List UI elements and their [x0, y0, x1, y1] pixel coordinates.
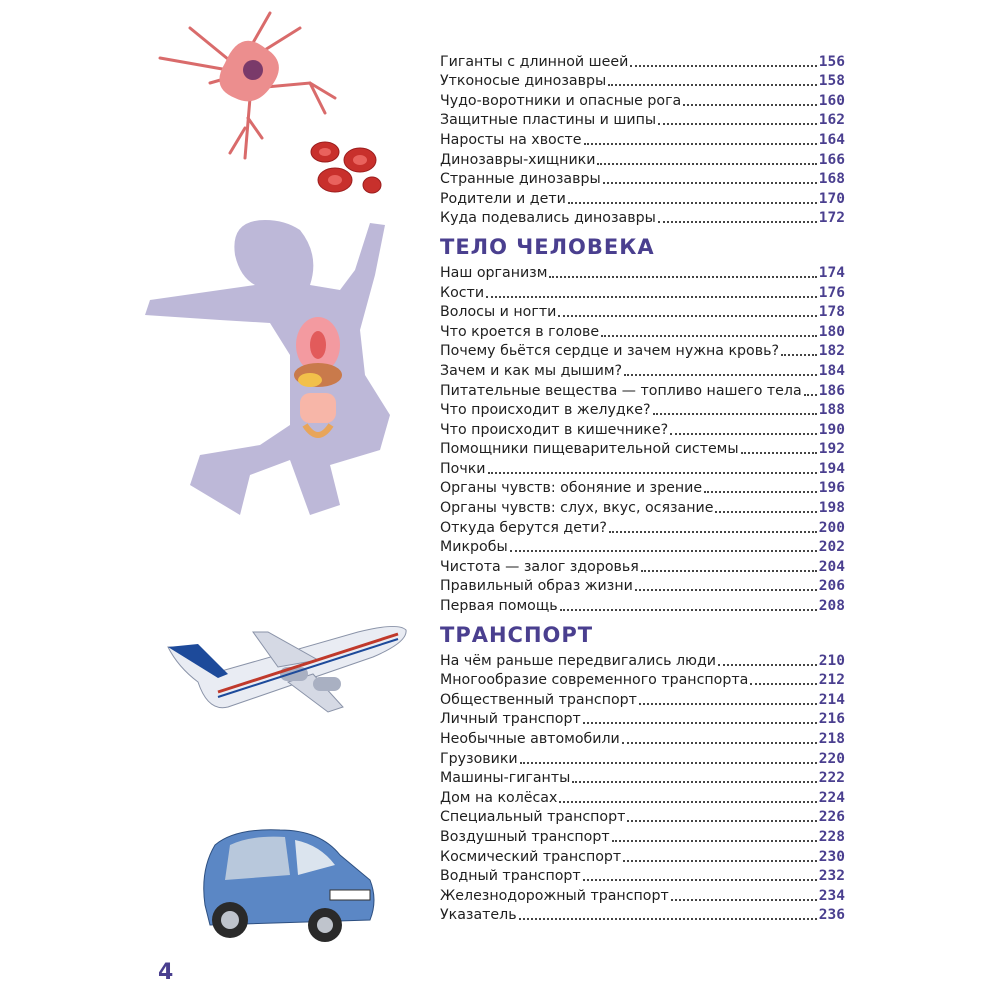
toc-entry[interactable] — [440, 170, 845, 190]
toc-entry[interactable] — [440, 827, 845, 847]
toc-entry[interactable] — [440, 342, 845, 362]
toc-entry-title: Космический транспорт — [440, 848, 622, 865]
toc-entry-page: 182 — [818, 343, 845, 360]
toc-entry[interactable] — [440, 906, 845, 926]
toc-entry[interactable] — [440, 420, 845, 440]
toc-entry-page: 162 — [818, 112, 845, 129]
toc-entry-title: Специальный транспорт — [440, 809, 626, 826]
toc-entry-page: 202 — [818, 539, 845, 556]
toc-entry-page: 200 — [818, 519, 845, 536]
toc-entry[interactable] — [440, 263, 845, 283]
dot-leader — [715, 511, 816, 513]
table-of-contents — [440, 52, 845, 925]
toc-entry[interactable] — [440, 808, 845, 828]
toc-entry-page: 204 — [818, 558, 845, 575]
toc-entry-page: 194 — [818, 460, 845, 477]
toc-entry-page: 184 — [818, 362, 845, 379]
dot-leader — [641, 570, 817, 572]
toc-entry-page: 206 — [818, 578, 845, 595]
toc-entry-page: 176 — [818, 284, 845, 301]
dot-leader — [583, 879, 817, 881]
dot-leader — [486, 296, 817, 298]
toc-section — [440, 52, 845, 228]
toc-entry-page: 190 — [818, 421, 845, 438]
toc-entry-title: Помощники пищеварительной системы — [440, 441, 739, 458]
dot-leader — [601, 335, 817, 337]
dot-leader — [622, 742, 817, 744]
organs-icon — [294, 317, 342, 435]
toc-entry-title: Личный транспорт — [440, 711, 581, 728]
toc-entry-title: Чудо-воротники и опасные рога — [440, 92, 682, 109]
toc-entry[interactable] — [440, 52, 845, 72]
dot-leader — [510, 550, 817, 552]
toc-entry[interactable] — [440, 671, 845, 691]
toc-entry[interactable] — [440, 498, 845, 518]
toc-entry-title: Правильный образ жизни — [440, 578, 633, 595]
airplane-illustration — [158, 612, 410, 722]
toc-entry-title: Грузовики — [440, 750, 518, 767]
dot-leader — [671, 899, 817, 901]
toc-entry[interactable] — [440, 690, 845, 710]
dot-leader — [781, 354, 817, 356]
toc-entry[interactable] — [440, 322, 845, 342]
toc-entry-title: Дом на колёсах — [440, 789, 558, 806]
dot-leader — [623, 860, 817, 862]
toc-entry-title: Наш организм — [440, 264, 548, 281]
toc-entry-page: 212 — [818, 672, 845, 689]
toc-entry-page: 230 — [818, 848, 845, 865]
toc-entry[interactable] — [440, 459, 845, 479]
toc-entry-page: 192 — [818, 441, 845, 458]
toc-entry-title: Необычные автомобили — [440, 731, 620, 747]
toc-entry[interactable] — [440, 596, 845, 616]
toc-entry[interactable] — [440, 749, 845, 769]
dot-leader — [627, 820, 816, 822]
toc-entry-title: Куда подевались динозавры — [440, 210, 656, 227]
dot-leader — [558, 315, 816, 317]
toc-entry-page: 216 — [818, 711, 845, 728]
dot-leader — [560, 609, 817, 611]
toc-entry-title: Органы чувств: обоняние и зрение — [440, 480, 703, 497]
toc-section — [440, 620, 845, 925]
toc-entry-title: На чём раньше передвигались люди — [440, 652, 717, 669]
dot-leader — [704, 491, 817, 493]
dot-leader — [804, 394, 817, 396]
dot-leader — [741, 452, 817, 454]
toc-entry-page: 168 — [818, 171, 845, 188]
toc-entry[interactable] — [440, 401, 845, 421]
section-title: ТРАНСПОРТ — [440, 623, 594, 648]
toc-section — [440, 232, 845, 616]
toc-entry[interactable] — [440, 710, 845, 730]
dot-leader — [584, 143, 817, 145]
toc-entry-page: 156 — [818, 53, 845, 70]
toc-entry-page: 174 — [818, 264, 845, 281]
toc-entry-title: Наросты на хвосте — [440, 131, 582, 148]
toc-entry-title: Что кроется в голове — [440, 323, 600, 340]
toc-entry-title: Железнодорожный транспорт — [440, 887, 669, 904]
toc-entry[interactable] — [440, 729, 845, 749]
toc-entry-title: Микробы — [440, 539, 508, 556]
car-illustration — [190, 820, 380, 950]
toc-entry-title: Общественный транспорт — [440, 691, 637, 708]
dot-leader — [750, 683, 816, 685]
dot-leader — [639, 703, 817, 705]
toc-entry-title: Гиганты с длинной шеей — [440, 53, 629, 70]
toc-entry[interactable] — [440, 91, 845, 111]
toc-entry-page: 222 — [818, 770, 845, 787]
toc-entry-page: 164 — [818, 131, 845, 148]
dot-leader — [630, 65, 816, 67]
toc-entry[interactable] — [440, 111, 845, 131]
toc-entry-title: Указатель — [440, 907, 517, 924]
toc-entry-page: 198 — [818, 500, 845, 517]
toc-entry-title: Утконосые динозавры — [440, 73, 607, 90]
toc-entry-page: 178 — [818, 304, 845, 321]
toc-entry-title: Органы чувств: слух, вкус, осязание — [440, 500, 714, 517]
section-title: ТЕЛО ЧЕЛОВЕКА — [440, 235, 655, 260]
toc-entry-title: Первая помощь — [440, 598, 558, 615]
toc-entry-page: 228 — [818, 828, 845, 845]
toc-entry[interactable] — [440, 769, 845, 789]
toc-entry-page: 214 — [818, 691, 845, 708]
toc-entry-title: Откуда берутся дети? — [440, 519, 607, 536]
dot-leader — [635, 589, 817, 591]
toc-entry-title: Что происходит в кишечнике? — [440, 421, 669, 438]
dot-leader — [658, 221, 817, 223]
toc-entry-page: 232 — [818, 868, 845, 885]
toc-entry[interactable] — [440, 557, 845, 577]
toc-entry[interactable] — [440, 130, 845, 150]
toc-entry-page: 226 — [818, 809, 845, 826]
toc-entry-page: 166 — [818, 151, 845, 168]
dot-leader — [612, 840, 817, 842]
toc-entry[interactable] — [440, 283, 845, 303]
toc-entry-title: Питательные вещества — топливо нашего тела — [440, 382, 802, 399]
dot-leader — [519, 918, 817, 920]
toc-entry[interactable] — [440, 577, 845, 597]
toc-entry-title: Защитные пластины и шипы — [440, 112, 657, 129]
toc-entry[interactable] — [440, 886, 845, 906]
dot-leader — [670, 433, 817, 435]
toc-entry-page: 210 — [818, 652, 845, 669]
toc-entry-title: Чистота — залог здоровья — [440, 558, 639, 575]
toc-entry[interactable] — [440, 440, 845, 460]
toc-entry-page: 170 — [818, 190, 845, 207]
toc-entry-page: 234 — [818, 887, 845, 904]
toc-entry-page: 218 — [818, 731, 845, 747]
toc-entry-title: Водный транспорт — [440, 868, 581, 885]
toc-entry-page: 186 — [818, 382, 845, 399]
dot-leader — [488, 472, 817, 474]
dot-leader — [624, 374, 817, 376]
toc-entry-page: 208 — [818, 598, 845, 615]
toc-entry[interactable] — [440, 150, 845, 170]
dot-leader — [583, 722, 817, 724]
toc-entry-title: Почему бьётся сердце и зачем нужна кровь? — [440, 343, 779, 360]
toc-entry-page: 172 — [818, 210, 845, 227]
toc-entry-page: 160 — [818, 92, 845, 109]
toc-entry-page: 224 — [818, 789, 845, 806]
toc-entry[interactable] — [440, 518, 845, 538]
toc-entry-title: Странные динозавры — [440, 171, 601, 188]
toc-entry[interactable] — [440, 303, 845, 323]
toc-entry[interactable] — [440, 381, 845, 401]
toc-entry[interactable] — [440, 72, 845, 92]
toc-entry-title: Воздушный транспорт — [440, 828, 610, 845]
red-blood-cells-illustration — [300, 130, 390, 200]
toc-entry-title: Кости — [440, 284, 485, 301]
toc-entry-title: Почки — [440, 460, 486, 477]
toc-entry[interactable] — [440, 361, 845, 381]
dot-leader — [559, 801, 816, 803]
child-silhouette-with-organs-illustration — [140, 215, 420, 535]
dot-leader — [520, 762, 817, 764]
toc-entry-page: 188 — [818, 402, 845, 419]
dot-leader — [549, 276, 816, 278]
toc-entry-title: Многообразие современного транспорта — [440, 672, 749, 689]
toc-entry[interactable] — [440, 651, 845, 671]
dot-leader — [603, 182, 817, 184]
toc-entry[interactable] — [440, 209, 845, 229]
toc-entry-title: Зачем и как мы дышим? — [440, 362, 623, 379]
toc-entry-page: 196 — [818, 480, 845, 497]
toc-entry-title: Волосы и ногти — [440, 304, 557, 321]
dot-leader — [609, 531, 817, 533]
dot-leader — [608, 84, 817, 86]
toc-entry[interactable] — [440, 867, 845, 887]
dot-leader — [597, 163, 816, 165]
toc-entry[interactable] — [440, 847, 845, 867]
toc-entry[interactable] — [440, 788, 845, 808]
dot-leader — [718, 664, 817, 666]
dot-leader — [568, 202, 817, 204]
toc-entry-page: 236 — [818, 907, 845, 924]
dot-leader — [658, 123, 817, 125]
dot-leader — [683, 104, 817, 106]
toc-entry-title: Машины-гиганты — [440, 770, 571, 787]
dot-leader — [572, 781, 816, 783]
toc-entry-page: 158 — [818, 73, 845, 90]
toc-entry[interactable] — [440, 538, 845, 558]
toc-entry-title: Что происходит в желудке? — [440, 402, 651, 419]
toc-entry[interactable] — [440, 189, 845, 209]
toc-entry-page: 220 — [818, 750, 845, 767]
toc-entry[interactable] — [440, 479, 845, 499]
page-number: 4 — [158, 960, 174, 985]
toc-entry-title: Родители и дети — [440, 190, 566, 207]
dot-leader — [653, 413, 817, 415]
toc-entry-title: Динозавры-хищники — [440, 151, 596, 168]
toc-entry-page: 180 — [818, 323, 845, 340]
